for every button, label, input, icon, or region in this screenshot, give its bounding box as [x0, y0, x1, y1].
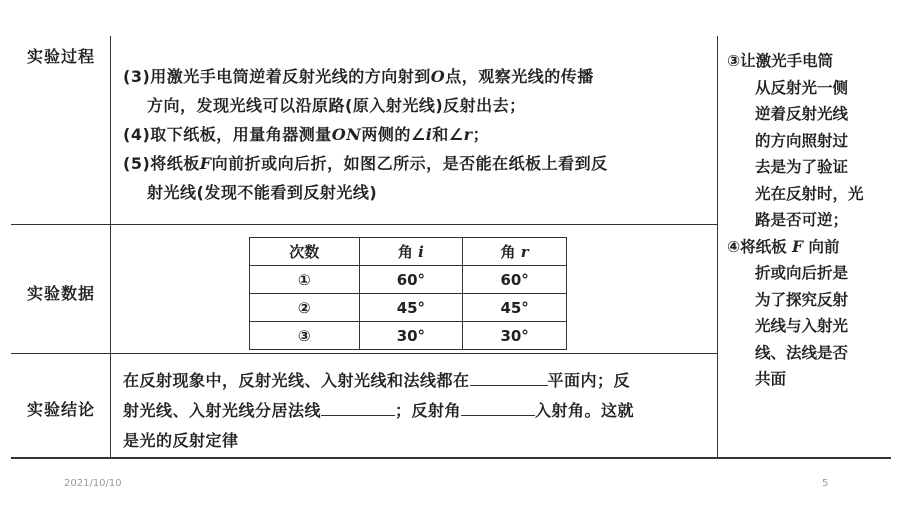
note-4-line: ④将纸板 F 向前: [727, 236, 840, 256]
angle-r-symbol: r: [463, 125, 473, 144]
note-4-line: 光线与入射光: [755, 317, 849, 335]
step-3: (3)用激光手电筒逆着反射光线的方向射到O点，观察光线的传播: [123, 67, 594, 86]
fill-blank-3[interactable]: [461, 399, 535, 416]
step-5: (5)将纸板F向前折或向后折，如图乙所示，是否能在纸板上看到反: [123, 154, 608, 173]
data-label: 实验数据: [26, 284, 95, 303]
angle-i-value: 60°: [359, 266, 463, 294]
conclusion-line-1: 在反射现象中，反射光线、入射光线和法线都在 平面内；反: [123, 371, 631, 390]
note-3-line: 光在反射时，光: [755, 184, 864, 203]
line-on: ON: [331, 125, 362, 144]
note-3-line: 去是为了验证: [755, 158, 849, 176]
angle-i-value: 45°: [359, 294, 463, 322]
step-4: (4)取下纸板，用量角器测量ON两侧的∠i和∠r；: [123, 125, 490, 144]
process-text: [123, 62, 723, 207]
footer-date: 2021/10/10: [64, 478, 122, 489]
table-row: [250, 266, 567, 294]
process-label: 实验过程: [26, 47, 95, 66]
step-3-continued: 方向，发现光线可以沿原路(原入射光线)反射出去；: [147, 96, 526, 115]
side-notes: [727, 48, 891, 393]
row-divider-1: [11, 224, 717, 225]
trial-number: ②: [250, 294, 360, 322]
note-3-line: 的方向照射过: [755, 131, 849, 150]
header-count: 次数: [250, 238, 360, 266]
angle-i-value: 30°: [359, 322, 463, 350]
table-row: [250, 322, 567, 350]
note-3-line: ③让激光手电筒: [727, 52, 834, 70]
label-column-divider: [110, 36, 111, 458]
conclusion-line-3: 是光的反射定律: [123, 431, 239, 450]
note-4-line: 为了探究反射: [755, 290, 849, 309]
bottom-border: [11, 457, 891, 459]
conclusion-line-2: 射光线、入射光线分居法线 ；反射角 入射角。这就: [123, 401, 635, 420]
header-angle-r: 角 r: [463, 238, 567, 266]
note-3-line: 从反射光一侧: [755, 78, 849, 97]
table-row: [250, 294, 567, 322]
page-number: 5: [822, 478, 829, 489]
fill-blank-2[interactable]: [321, 399, 395, 416]
angle-r-value: 45°: [463, 294, 567, 322]
conclusion-text: [123, 366, 723, 456]
note-4-line: 共面: [755, 370, 787, 388]
note-3-line: 路是否可逆；: [755, 211, 849, 229]
trial-number: ①: [250, 266, 360, 294]
board-f: F: [199, 154, 212, 173]
point-o: O: [430, 67, 446, 86]
note-3-line: 逆着反射光线: [755, 105, 849, 123]
angle-r-value: 30°: [463, 322, 567, 350]
header-angle-i: 角 i: [359, 238, 463, 266]
experiment-table: [11, 36, 891, 459]
angle-data-table: [249, 237, 567, 350]
row-divider-2: [11, 353, 717, 354]
note-4-line: 折或向后折是: [755, 264, 849, 282]
angle-r-value: 60°: [463, 266, 567, 294]
step-5-continued: 射光线(发现不能看到反射光线): [147, 183, 378, 202]
trial-number: ③: [250, 322, 360, 350]
conclusion-label: 实验结论: [26, 400, 95, 419]
note-4-line: 线、法线是否: [755, 343, 849, 362]
fill-blank-1[interactable]: [470, 369, 548, 386]
table-header-row: [250, 238, 567, 266]
angle-i-symbol: i: [425, 125, 433, 144]
